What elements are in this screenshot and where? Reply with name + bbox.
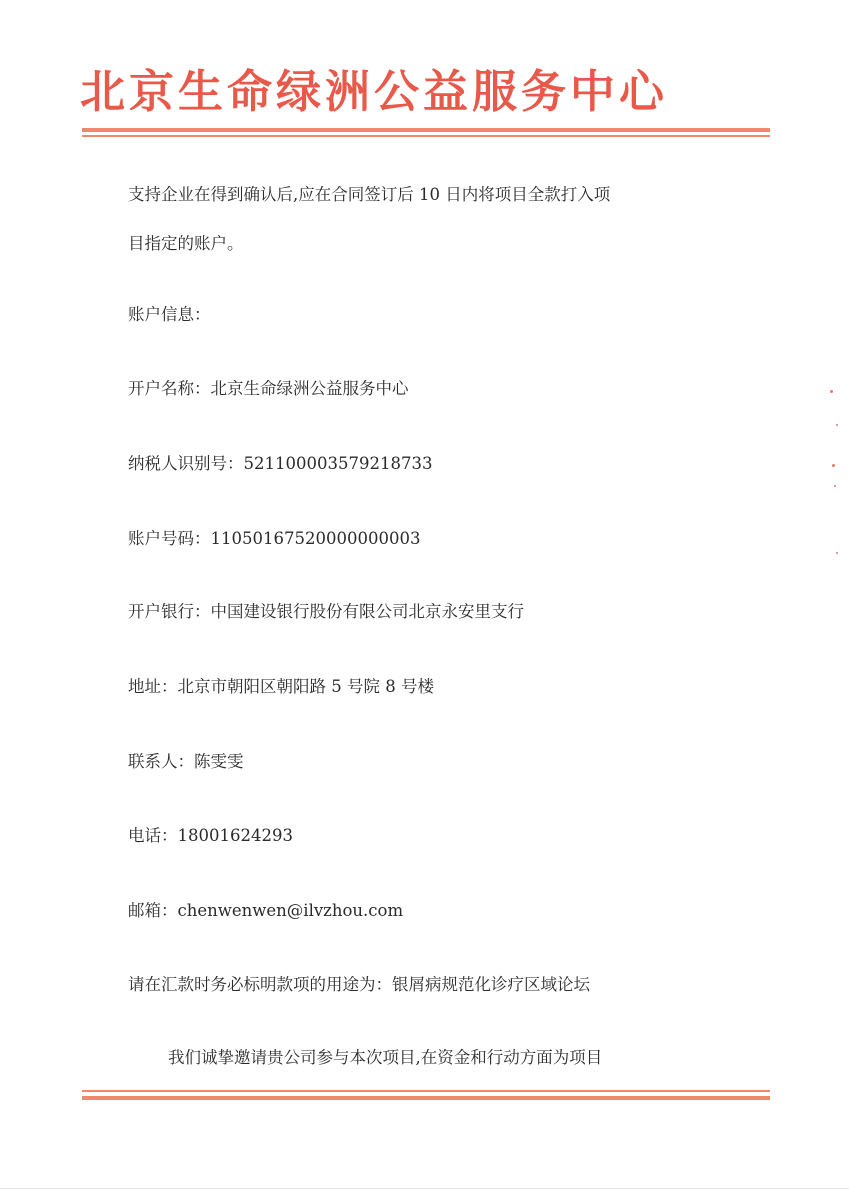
email: 邮箱：chenwenwen@ilvzhou.com xyxy=(128,901,404,920)
header-rule-thick xyxy=(82,128,770,132)
header-rule-thin xyxy=(82,135,770,137)
scan-edge xyxy=(0,1188,849,1189)
remittance-note: 请在汇款时务必标明款项的用途为：银屑病规范化诊疗区域论坛 xyxy=(128,975,590,994)
account-number: 账户号码：11050167520000000003 xyxy=(128,529,421,548)
phone: 电话：18001624293 xyxy=(128,826,293,845)
account-name: 开户名称：北京生命绿洲公益服务中心 xyxy=(128,379,409,398)
paragraph-1-line-1: 支持企业在得到确认后,应在合同签订后 10 日内将项目全款打入项 xyxy=(128,185,611,204)
contact: 联系人：陈雯雯 xyxy=(128,752,244,771)
address: 地址：北京市朝阳区朝阳路 5 号院 8 号楼 xyxy=(128,677,434,696)
closing-line: 我们诚挚邀请贵公司参与本次项目,在资金和行动方面为项目 xyxy=(168,1048,603,1067)
account-info-label: 账户信息： xyxy=(128,305,211,324)
letterhead-title: 北京生命绿洲公益服务中心 xyxy=(80,65,669,118)
footer-rule-thin xyxy=(82,1090,770,1092)
paragraph-1-line-2: 目指定的账户。 xyxy=(128,234,244,253)
taxpayer-id: 纳税人识别号：521100003579218733 xyxy=(128,454,433,473)
footer-rule-thick xyxy=(82,1096,770,1100)
bank: 开户银行：中国建设银行股份有限公司北京永安里支行 xyxy=(128,602,524,621)
